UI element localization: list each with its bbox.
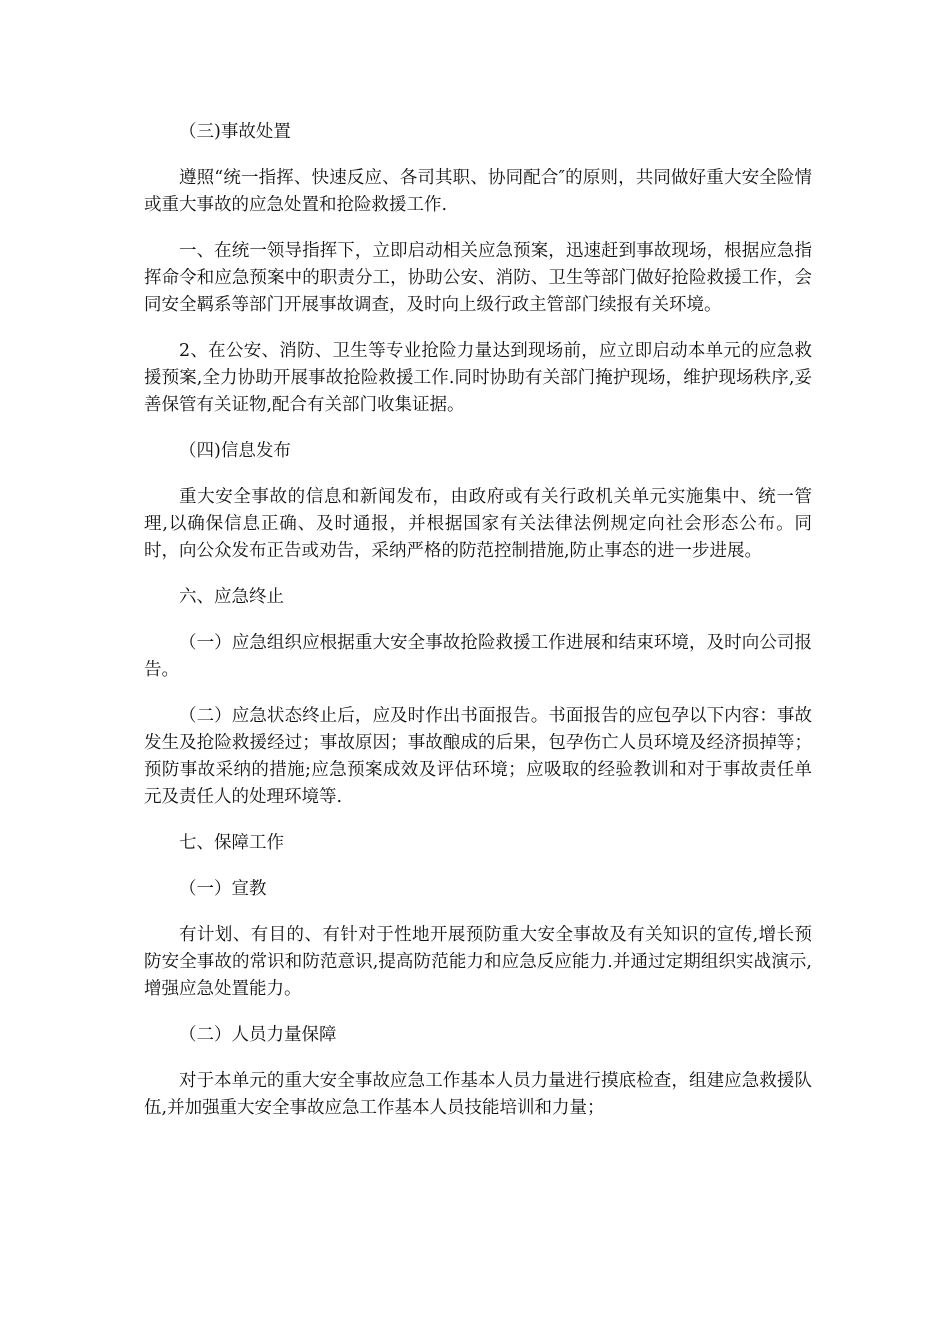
subsection-heading-personnel: （二）人员力量保障 — [179, 1025, 337, 1045]
paragraph-personnel: 对于本单元的重大安全事故应急工作基本人员力量进行摸底检查，组建应急救援队伍,并加强重大安全事故应急工作基本人员技能培训和力量； — [144, 1071, 812, 1118]
section-heading-support-work: 七、保障工作 — [179, 833, 284, 853]
paragraph-item-1: 一、在统一领导指挥下，立即启动相关应急预案，迅速赶到事故现场，根据应急指挥命令和应急预案中的职责分工，协助公安、消防、卫生等部门做好抢险救援工作，会同安全羁系等部门开展事故调查，及时向上级行政主管部门续报有关环境。 — [144, 241, 812, 315]
section-heading-information-release: （四)信息发布 — [179, 441, 291, 461]
paragraph-termination-1: （一）应急组织应根据重大安全事故抢险救援工作进展和结束环境，及时向公司报告。 — [144, 633, 812, 680]
paragraph-principle: 遵照“统一指挥、快速反应、各司其职、协同配合″的原则，共同做好重大安全险情或重大事故的应急处置和抢险救援工作. — [144, 168, 812, 215]
paragraph-termination-2: （二）应急状态终止后，应及时作出书面报告。书面报告的应包孕以下内容：事故发生及抢险救援经过；事故原因；事故酿成的后果，包孕伤亡人员环境及经济损掉等；预防事故采纳的措施;应急预案成效及评估环境；应吸取的经验教训和对于事故责任单元及责任人的处理环境等. — [144, 706, 812, 807]
section-heading-emergency-termination: 六、应急终止 — [179, 587, 284, 607]
paragraph-information-release: 重大安全事故的信息和新闻发布，由政府或有关行政机关单元实施集中、统一管理,以确保信息正确、及时通报，并根据国家有关法律法例规定向社会形态公布。同时，向公众发布正告或劝告，采纳严格的防范控制措施,防止事态的进一步进展。 — [144, 487, 812, 561]
paragraph-education: 有计划、有目的、有针对于性地开展预防重大安全事故及有关知识的宣传,增长预防安全事故的常识和防范意识,提高防范能力和应急反应能力.并通过定期组织实战演示,增强应急处置能力。 — [144, 925, 812, 999]
subsection-heading-education: （一）宣教 — [179, 879, 267, 899]
document-page — [144, 119, 812, 1141]
section-heading-incident-handling: （三)事故处置 — [179, 122, 291, 142]
paragraph-item-2: 2、在公安、消防、卫生等专业抢险力量达到现场前，应立即启动本单元的应急救援预案,全力协助开展事故抢险救援工作.同时协助有关部门掩护现场，维护现场秩序,妥善保管有关证物,配合有关部门收集证据。 — [144, 341, 812, 415]
